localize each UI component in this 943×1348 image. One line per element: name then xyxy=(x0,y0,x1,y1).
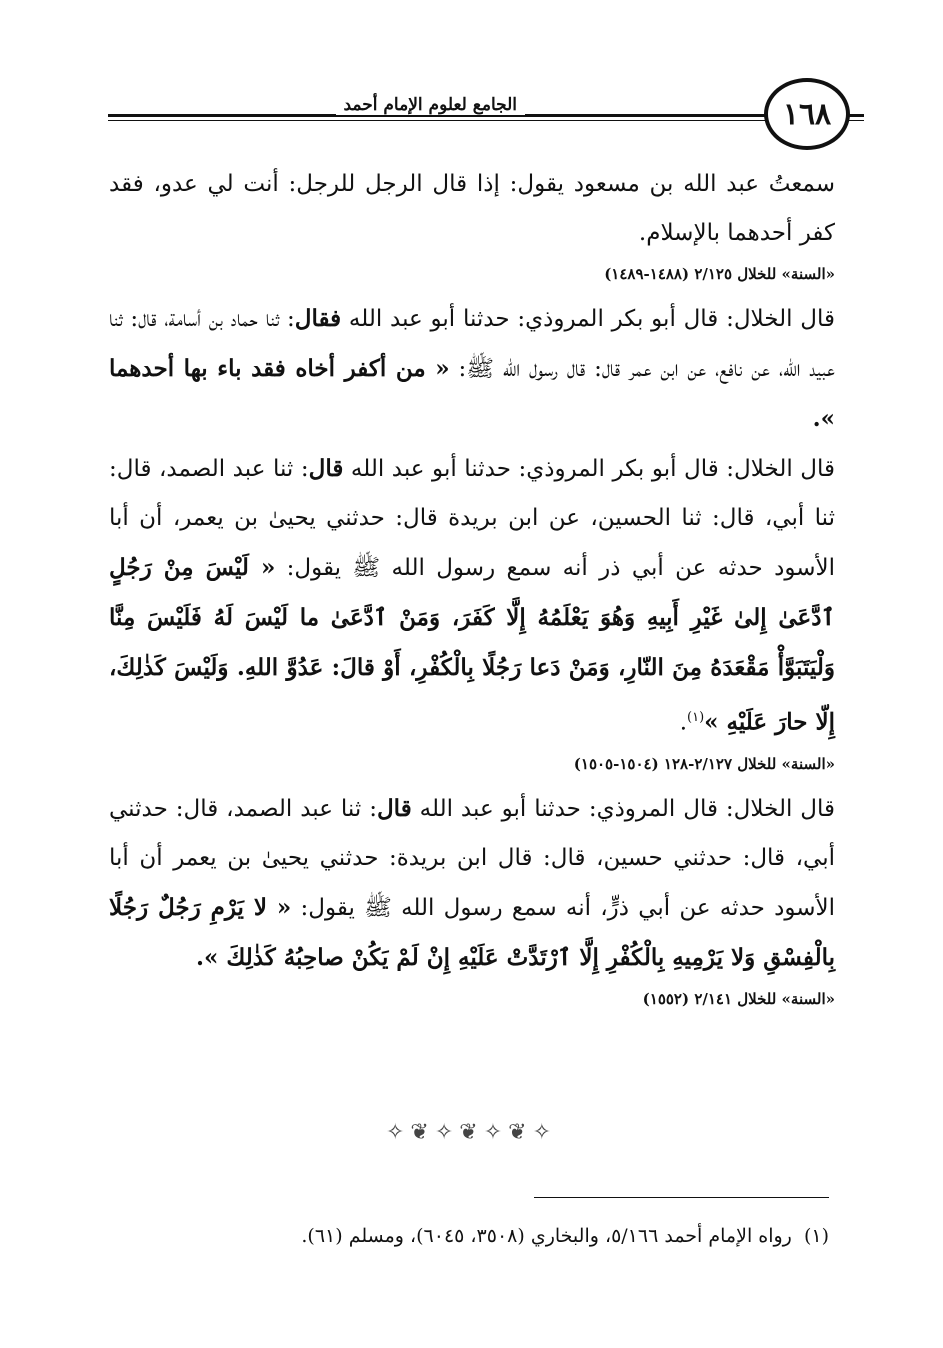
page-header xyxy=(100,78,850,150)
footnote-number: (١) xyxy=(803,1225,829,1247)
source-citation-2: «السنة» للخلال ٢/١٢٧-١٢٨ (١٥٠٤-١٥٠٥) xyxy=(573,754,835,773)
narration-intro: قال الخلال: قال المروذي: حدثنا أبو عبد الله xyxy=(419,795,835,822)
narration-keyword: فقال xyxy=(294,305,342,332)
narration-chain: : ثنا عبد الصمد، قال: ثنا أبي، قال: ثنا الحسين، عن ابن بريدة قال: حدثني يحيىٰ بن يعمر، أن أبا الأسود حدثه عن أبي ذر أنه سمع رسول الله ﷺ يقول: xyxy=(109,456,835,581)
source-citation-1: «السنة» للخلال ٢/١٢٥ (١٤٨٨-١٤٨٩) xyxy=(604,265,835,283)
paragraph-1 xyxy=(109,160,835,258)
page-number: ١٦٨ xyxy=(782,96,832,132)
running-title: الجامع لعلوم الإمام أحمد xyxy=(336,95,526,115)
footnote-text: رواه الإمام أحمد ٥/١٦٦، والبخاري (٣٥٠٨، ٦٠٤٥)، ومسلم (٦١). xyxy=(301,1225,792,1247)
footnote-separator xyxy=(534,1197,829,1198)
hadith-text: « لا يَرْمِ رَجُلٌ رَجُلًا بِالْفِسْقِ وَلا يَرْمِيهِ بِالْكُفْرِ إِلَّا ٱرْتَدَّتْ عَلَيْهِ إِنْ لَمْ يَكُنْ صاحِبُهُ كَذٰلِكَ ». xyxy=(109,893,835,971)
narration-chain: : ثنا حماد بن أسامة، قال: ثنا عبيد الله، عن نافع، عن ابن عمر قال: قال رسول الله ﷺ: xyxy=(109,306,835,382)
section-ornament: ✧❦✧❦✧❦✧ xyxy=(385,1120,558,1145)
header-rule xyxy=(108,114,790,121)
page-number-badge xyxy=(764,78,850,150)
narration-intro: قال الخلال: قال أبو بكر المروذي: حدثنا أبو عبد الله xyxy=(348,306,835,332)
paragraph-4 xyxy=(109,784,835,983)
hadith-text: « من أكفر أخاه فقد باء بها أحدهما ». xyxy=(109,355,835,432)
paragraph-text: سمعتُ عبد الله بن مسعود يقول: إذا قال الرجل للرجل: أنت لي عدو، فقد كفر أحدهما بالإسلام. xyxy=(109,171,835,246)
narration-keyword: قال xyxy=(376,794,412,822)
hadith-text: « لَيْسَ مِنْ رَجُلٍ ٱدَّعَىٰ إِلىٰ غَيْرِ أَبِيهِ وَهُوَ يَعْلَمُهُ إِلَّا كَفَرَ، وَمَنْ ٱدَّعَىٰ ما لَيْسَ لَهُ فَلَيْسَ مِنَّا وَلْيَتَبَوَّأْ مَقْعَدَهُ مِنَ النّارِ، وَمَنْ دَعا رَجُلًا بِالْكُفْرِ، أَوْ قالَ: عَدُوَّ اللهِ. وَلَيْسَ كَذٰلِكَ، إِلّا حارَ عَلَيْهِ » xyxy=(109,554,835,736)
source-citation-3: «السنة» للخلال ٢/١٤١ (١٥٥٢) xyxy=(642,989,835,1008)
paragraph-2 xyxy=(109,294,835,444)
paragraph-3: قال الخلال: قال أبو بكر المروذي: حدثنا أبو عبد الله قال: ثنا عبد الصمد، قال: ثنا أبي، قال: ثنا الحسين، عن ابن بريدة قال: حدثني يحيىٰ بن يعمر، أن أبا الأسود حدثه عن أبي ذر أنه سمع رسول الله ﷺ يقول: « لَيْسَ مِنْ رَجُلٍ ٱدَّعَىٰ إِلىٰ غَيْرِ أَبِيهِ وَهُوَ يَعْلَمُهُ إِلَّا كَفَرَ، وَمَنْ ٱدَّعَىٰ ما لَيْسَ لَهُ فَلَيْسَ مِنَّا وَلْيَتَبَوَّأْ مَقْعَدَهُ مِنَ النّارِ، وَمَنْ دَعا رَجُلًا بِالْكُفْرِ، أَوْ قالَ: عَدُوَّ اللهِ. وَلَيْسَ كَذٰلِكَ، إِلّا حارَ عَلَيْهِ »$^{(١)}$. xyxy=(109,455,835,736)
narration-keyword: قال xyxy=(308,455,344,482)
page-body xyxy=(109,160,835,1019)
narration-intro: قال الخلال: قال أبو بكر المروذي: حدثنا أبو عبد الله xyxy=(350,456,835,482)
footnote xyxy=(109,1222,829,1250)
narration-chain: : ثنا عبد الصمد، قال: حدثني أبي، قال: حدثني حسين، قال: قال ابن بريدة: حدثني يحيىٰ بن يعمر أن أبا الأسود حدثه عن أبي ذرٍّ، أنه سمع رسول الله ﷺ يقول: xyxy=(109,795,835,921)
footnote-reference[interactable]: (١) xyxy=(687,710,705,725)
